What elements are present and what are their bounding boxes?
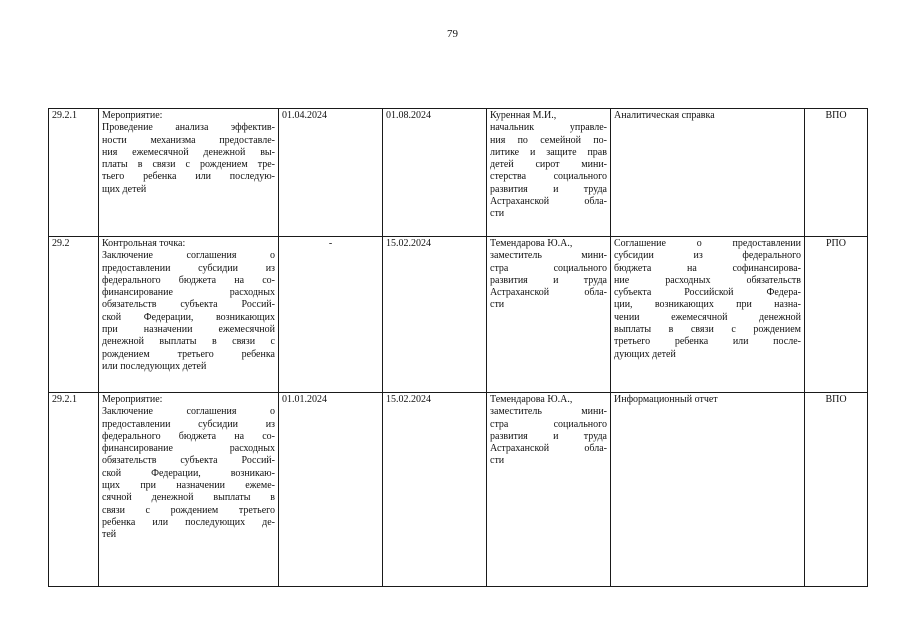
cell-line: Аналитическая справка <box>614 110 715 121</box>
cell-word: и <box>553 274 559 286</box>
cell-line <box>102 250 275 262</box>
cell-line: сти <box>490 455 505 467</box>
table-row <box>49 393 868 587</box>
cell-line: тей <box>102 529 117 541</box>
activity-cell <box>99 109 279 237</box>
cell-word: субсидии <box>198 418 238 430</box>
cell-word: связи <box>102 504 125 516</box>
cell-word: расходных <box>665 274 711 286</box>
cell-word: труда <box>583 183 607 195</box>
cell-word: предоставлении <box>102 418 171 430</box>
cell-word: ребенка <box>102 516 136 528</box>
cell-line <box>102 122 275 134</box>
cell-word: обязательств <box>102 299 157 311</box>
cell-word: или <box>152 516 169 528</box>
cell-word: рождением <box>753 324 801 336</box>
cell-word: ской <box>102 467 122 479</box>
cell-word: рождением <box>200 159 248 171</box>
cell-word: ежеме- <box>245 480 275 492</box>
cell-line: Темендарова Ю.А., <box>490 394 573 405</box>
cell-line <box>102 492 275 504</box>
cell-line <box>102 406 275 418</box>
cell-word: труда <box>583 430 607 442</box>
cell-word: Россий- <box>241 299 275 311</box>
cell-line <box>614 250 801 262</box>
cell-word: в <box>211 336 217 348</box>
cell-word: и <box>553 430 559 442</box>
cell-word: предоставлении <box>102 262 171 274</box>
cell-line: дующих детей <box>614 348 676 360</box>
cell-word: с <box>185 159 190 171</box>
cell-word: Федерации, <box>143 311 194 323</box>
cell-line <box>490 419 607 431</box>
page-number: 79 <box>447 28 458 40</box>
cell-word: в <box>270 492 275 504</box>
cell-word: при <box>140 480 157 492</box>
cell-word: механизма <box>150 134 196 146</box>
cell-word: выплаты <box>213 492 251 504</box>
responsible-cell <box>487 237 611 393</box>
cell-line: Контрольная точка: <box>102 238 186 249</box>
cell-line: Информационный отчет <box>614 394 718 405</box>
cell-word: Заключение <box>102 250 153 262</box>
cell-word: управле- <box>569 122 607 134</box>
cell-word: социального <box>553 171 607 183</box>
cell-word: ности <box>102 134 127 146</box>
cell-word: последую- <box>229 171 275 183</box>
row-number: 29.2.1 <box>49 109 99 237</box>
cell-word: стра <box>490 262 509 274</box>
cell-line <box>490 250 607 262</box>
cell-word: о <box>696 238 702 249</box>
cell-line <box>102 147 275 159</box>
cell-line <box>102 517 275 529</box>
cell-word: мини- <box>581 406 607 418</box>
cell-line <box>490 147 607 159</box>
cell-word: связи <box>232 336 256 348</box>
cell-word: финансирование <box>102 287 173 299</box>
cell-word: Российской <box>684 287 734 299</box>
cell-line <box>102 275 275 287</box>
cell-line <box>490 171 607 183</box>
cell-word: выплаты <box>159 336 197 348</box>
cell-word: Федерации, <box>151 467 201 479</box>
cell-word: денежной <box>759 311 801 323</box>
cell-line <box>490 135 607 147</box>
cell-word: в <box>137 159 143 171</box>
cell-word: платы <box>102 159 128 171</box>
cell-word: стерства <box>490 171 527 183</box>
cell-line <box>102 419 275 431</box>
level-cell: ВПО <box>805 109 868 237</box>
cell-line <box>490 431 607 443</box>
cell-word: назначении <box>176 480 225 492</box>
cell-word: щих <box>102 480 121 492</box>
cell-line <box>614 336 801 348</box>
cell-word: ние <box>614 274 630 286</box>
cell-word: Россий- <box>241 455 275 467</box>
cell-word: мини- <box>581 250 607 262</box>
cell-word: и <box>553 183 559 195</box>
cell-word: третьего <box>614 336 651 348</box>
document-cell <box>611 237 805 393</box>
cell-word: третьего <box>238 504 275 516</box>
start-date: 01.04.2024 <box>279 109 383 237</box>
cell-word: ежемесячной <box>218 324 275 336</box>
cell-word: связи <box>690 324 714 336</box>
cell-line <box>490 122 607 134</box>
cell-word: сирот <box>535 159 560 171</box>
cell-word: со- <box>262 274 275 286</box>
cell-line <box>102 287 275 299</box>
cell-word: расходных <box>229 443 275 455</box>
cell-word: субъекта <box>180 455 218 467</box>
cell-word: последующих <box>185 516 246 528</box>
cell-word: с <box>145 504 150 516</box>
cell-word: Проведение <box>102 122 153 134</box>
cell-line: Мероприятие: <box>102 110 163 121</box>
end-date: 01.08.2024 <box>383 109 487 237</box>
cell-line: сти <box>490 208 505 220</box>
cell-line <box>490 287 607 299</box>
cell-word: мини- <box>581 159 607 171</box>
start-date: - <box>279 237 383 393</box>
cell-word: ежемесячной <box>671 311 728 323</box>
cell-word: Астраханской <box>490 287 550 299</box>
cell-word: заместитель <box>490 250 542 262</box>
cell-word: бюджета <box>614 262 652 274</box>
cell-word: софинансирова- <box>732 262 801 274</box>
cell-word: при <box>736 299 752 311</box>
cell-word: вы- <box>260 146 275 158</box>
cell-word: третьего <box>177 348 214 360</box>
cell-line <box>102 431 275 443</box>
cell-word: соглашения <box>186 406 237 418</box>
cell-line <box>102 171 275 183</box>
cell-word: тьего <box>102 171 125 183</box>
cell-word: тре- <box>257 159 275 171</box>
cell-line <box>102 468 275 480</box>
cell-word: из <box>693 250 703 262</box>
cell-word: денежной <box>203 146 246 158</box>
cell-line <box>614 275 801 287</box>
cell-word: социального <box>553 418 607 430</box>
cell-word: ребенка <box>241 348 275 360</box>
cell-word: возникающих <box>654 299 714 311</box>
cell-word: по- <box>593 134 607 146</box>
cell-line <box>102 263 275 275</box>
cell-word: федерального <box>102 430 161 442</box>
cell-word: бюджета <box>178 274 217 286</box>
table-row <box>49 237 868 393</box>
cell-word: с <box>731 324 736 336</box>
cell-word: обла- <box>584 287 607 299</box>
cell-word: чении <box>614 311 640 323</box>
cell-word: труда <box>583 274 607 286</box>
cell-word: обязательств <box>746 274 801 286</box>
cell-line: сти <box>490 299 505 311</box>
table-row <box>49 109 868 237</box>
cell-word: по <box>517 134 528 146</box>
cell-word: ребенка <box>674 336 709 348</box>
cell-line <box>102 349 275 361</box>
cell-word: социального <box>553 262 607 274</box>
cell-line <box>614 263 801 275</box>
cell-word: заместитель <box>490 406 542 418</box>
cell-word: Заключение <box>102 406 153 418</box>
cell-line <box>614 324 801 336</box>
cell-word: в <box>668 324 674 336</box>
activity-cell <box>99 237 279 393</box>
cell-word: рождением <box>102 348 150 360</box>
cell-word: возникаю- <box>230 467 275 479</box>
cell-word: ния <box>102 146 118 158</box>
cell-word: при <box>102 324 118 336</box>
cell-word: ребенка <box>143 171 177 183</box>
cell-line <box>490 184 607 196</box>
document-cell <box>611 393 805 587</box>
cell-line <box>490 406 607 418</box>
cell-word: ежемесячной <box>132 146 189 158</box>
cell-line <box>102 455 275 467</box>
cell-line <box>614 312 801 324</box>
cell-line: Куренная М.И., <box>490 110 557 121</box>
cell-word: назна- <box>774 299 801 311</box>
cell-word: сячной <box>102 492 132 504</box>
cell-word: субъекта <box>180 299 218 311</box>
cell-line <box>102 324 275 336</box>
row-number: 29.2 <box>49 237 99 393</box>
cell-line <box>490 275 607 287</box>
cell-line <box>490 196 607 208</box>
cell-word: денежной <box>151 492 194 504</box>
cell-word: прав <box>587 146 607 158</box>
cell-word: со- <box>262 430 275 442</box>
cell-word: Соглашение <box>614 238 666 249</box>
row-number: 29.2.1 <box>49 393 99 587</box>
cell-word: и <box>530 146 536 158</box>
cell-word: назначении <box>143 324 193 336</box>
cell-line <box>614 287 801 299</box>
cell-word: семейной <box>540 134 582 146</box>
cell-line: Темендарова Ю.А., <box>490 238 573 249</box>
document-cell <box>611 109 805 237</box>
responsible-cell <box>487 109 611 237</box>
cell-word: ции, <box>614 299 633 311</box>
cell-word: на <box>234 430 245 442</box>
cell-word: или <box>732 336 749 348</box>
cell-word: стра <box>490 418 509 430</box>
cell-word: финансирование <box>102 443 173 455</box>
cell-word: детей <box>490 159 514 171</box>
cell-word: Астраханской <box>490 443 550 455</box>
cell-word: связи <box>152 159 176 171</box>
cell-word: ния <box>490 134 506 146</box>
cell-word: обязательств <box>102 455 157 467</box>
cell-line: Мероприятие: <box>102 394 163 405</box>
cell-word: федерального <box>742 250 801 262</box>
cell-line <box>102 299 275 311</box>
cell-word: после- <box>773 336 801 348</box>
cell-line: или последующих детей <box>102 360 207 372</box>
cell-word: федерального <box>102 274 161 286</box>
cell-line <box>102 505 275 517</box>
cell-word: развития <box>490 430 528 442</box>
cell-word: субъекта <box>614 287 652 299</box>
cell-word: бюджета <box>178 430 217 442</box>
cell-line <box>102 135 275 147</box>
cell-line <box>102 480 275 492</box>
cell-word: с <box>270 336 275 348</box>
cell-word: развития <box>490 183 528 195</box>
cell-word: литике <box>490 146 520 158</box>
level-cell: РПО <box>805 237 868 393</box>
cell-word: на <box>234 274 245 286</box>
cell-word: из <box>265 262 275 274</box>
plan-table <box>48 108 868 587</box>
activity-cell <box>99 393 279 587</box>
cell-word: Федера- <box>766 287 801 299</box>
cell-line <box>490 443 607 455</box>
cell-word: Астраханской <box>490 196 550 208</box>
cell-line <box>614 299 801 311</box>
cell-line <box>490 159 607 171</box>
cell-word: де- <box>262 516 275 528</box>
cell-word: ской <box>102 311 122 323</box>
cell-line: щих детей <box>102 183 147 195</box>
level-cell: ВПО <box>805 393 868 587</box>
cell-word: на <box>686 262 697 274</box>
cell-word: о <box>270 406 275 418</box>
cell-line <box>490 263 607 275</box>
cell-word: субсидии <box>614 250 654 262</box>
cell-word: обла- <box>584 196 607 208</box>
cell-word: обла- <box>584 443 607 455</box>
cell-word: предоставлении <box>732 238 801 249</box>
cell-line <box>102 443 275 455</box>
end-date: 15.02.2024 <box>383 237 487 393</box>
cell-word: защите <box>546 146 577 158</box>
responsible-cell <box>487 393 611 587</box>
cell-word: субсидии <box>198 262 238 274</box>
cell-word: возникающих <box>216 311 275 323</box>
cell-word: расходных <box>229 287 275 299</box>
start-date: 01.01.2024 <box>279 393 383 587</box>
cell-word: начальник <box>490 122 535 134</box>
cell-line <box>102 312 275 324</box>
cell-word: о <box>270 250 275 262</box>
table-body <box>49 109 868 587</box>
cell-line <box>614 238 801 250</box>
cell-word: анализа <box>175 122 209 134</box>
cell-word: предоставле- <box>219 134 275 146</box>
end-date: 15.02.2024 <box>383 393 487 587</box>
cell-word: соглашения <box>186 250 237 262</box>
cell-word: выплаты <box>614 324 652 336</box>
cell-word: денежной <box>102 336 144 348</box>
cell-word: из <box>265 418 275 430</box>
cell-word: развития <box>490 274 528 286</box>
cell-word: или <box>195 171 211 183</box>
cell-word: рождением <box>170 504 219 516</box>
cell-word: эффектив- <box>230 122 275 134</box>
cell-line <box>102 159 275 171</box>
cell-line <box>102 336 275 348</box>
